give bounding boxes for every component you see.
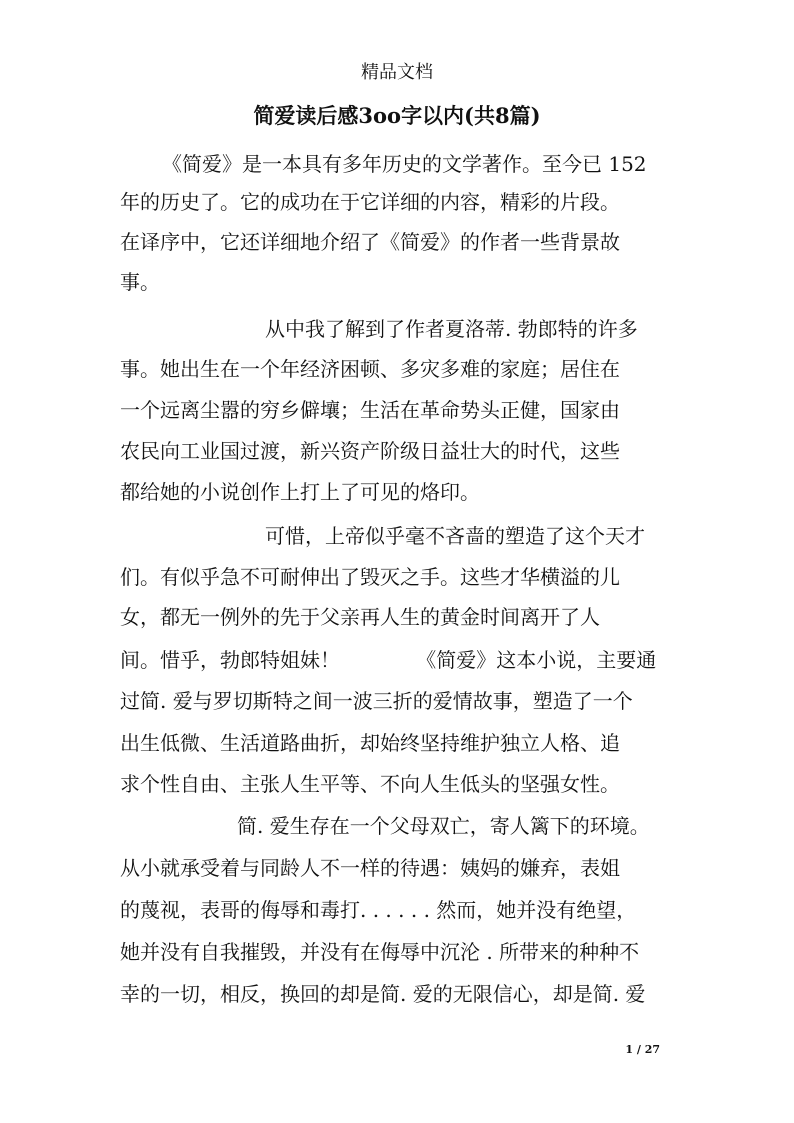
text-line: 一个远离尘嚣的穷乡僻壤；生活在革命势头正健，国家由 bbox=[120, 398, 620, 422]
text-line: 农民向工业国过渡，新兴资产阶级日益壮大的时代，这些 bbox=[120, 439, 620, 463]
text-line: 在译序中，它还详细地介绍了《简爱》的作者一些背景故 bbox=[120, 230, 620, 254]
page-header: 精品文档 bbox=[361, 62, 433, 83]
text-line: 们。有似乎急不可耐伸出了毁灭之手。这些才华横溢的儿 bbox=[120, 565, 620, 589]
text-line: 事。她出生在一个年经济困顿、多灾多难的家庭；居住在 bbox=[120, 357, 620, 381]
document-title: 简爱读后感3oo字以内(共8篇) bbox=[253, 103, 541, 128]
text-line: 她并没有自我摧毁，并没有在侮辱中沉沦 . 所带来的种种不 bbox=[120, 940, 640, 964]
text-line: 间。惜乎，勃郎特姐妹！ 《简爱》这本小说，主要通 bbox=[120, 648, 657, 672]
text-line: 简. 爱生存在一个父母双亡，寄人篱下的环境。 bbox=[237, 814, 650, 838]
text-line: 出生低微、生活道路曲折，却始终坚持维护独立人格、追 bbox=[120, 731, 620, 755]
text-line: 幸的一切，相反，换回的却是简. 爱的无限信心，却是简. 爱 bbox=[120, 982, 646, 1006]
page-number: 1 / 27 bbox=[625, 1043, 660, 1056]
text-line: 的蔑视，表哥的侮辱和毒打. . . . . . 然而，她并没有绝望， bbox=[120, 898, 637, 922]
text-line: 从中我了解到了作者夏洛蒂. 勃郎特的许多 bbox=[265, 317, 638, 341]
text-line: 事。 bbox=[120, 270, 160, 294]
text-line: 可惜，上帝似乎毫不吝啬的塑造了这个天才 bbox=[265, 524, 645, 548]
text-line: 年的历史了。它的成功在于它详细的内容，精彩的片段。 bbox=[120, 190, 620, 214]
text-line: 求个性自由、主张人生平等、不向人生低头的坚强女性。 bbox=[120, 772, 620, 796]
text-line: 都给她的小说创作上打上了可见的烙印。 bbox=[120, 480, 480, 504]
text-line: 女，都无一例外的先于父亲再人生的黄金时间离开了人 bbox=[120, 605, 600, 629]
text-line: 从小就承受着与同龄人不一样的待遇：姨妈的嫌弃，表姐 bbox=[120, 856, 620, 880]
text-line: 过简. 爱与罗切斯特之间一波三折的爱情故事，塑造了一个 bbox=[120, 689, 633, 713]
text-line: 《简爱》是一本具有多年历史的文学著作。至今已 152 bbox=[162, 152, 647, 176]
